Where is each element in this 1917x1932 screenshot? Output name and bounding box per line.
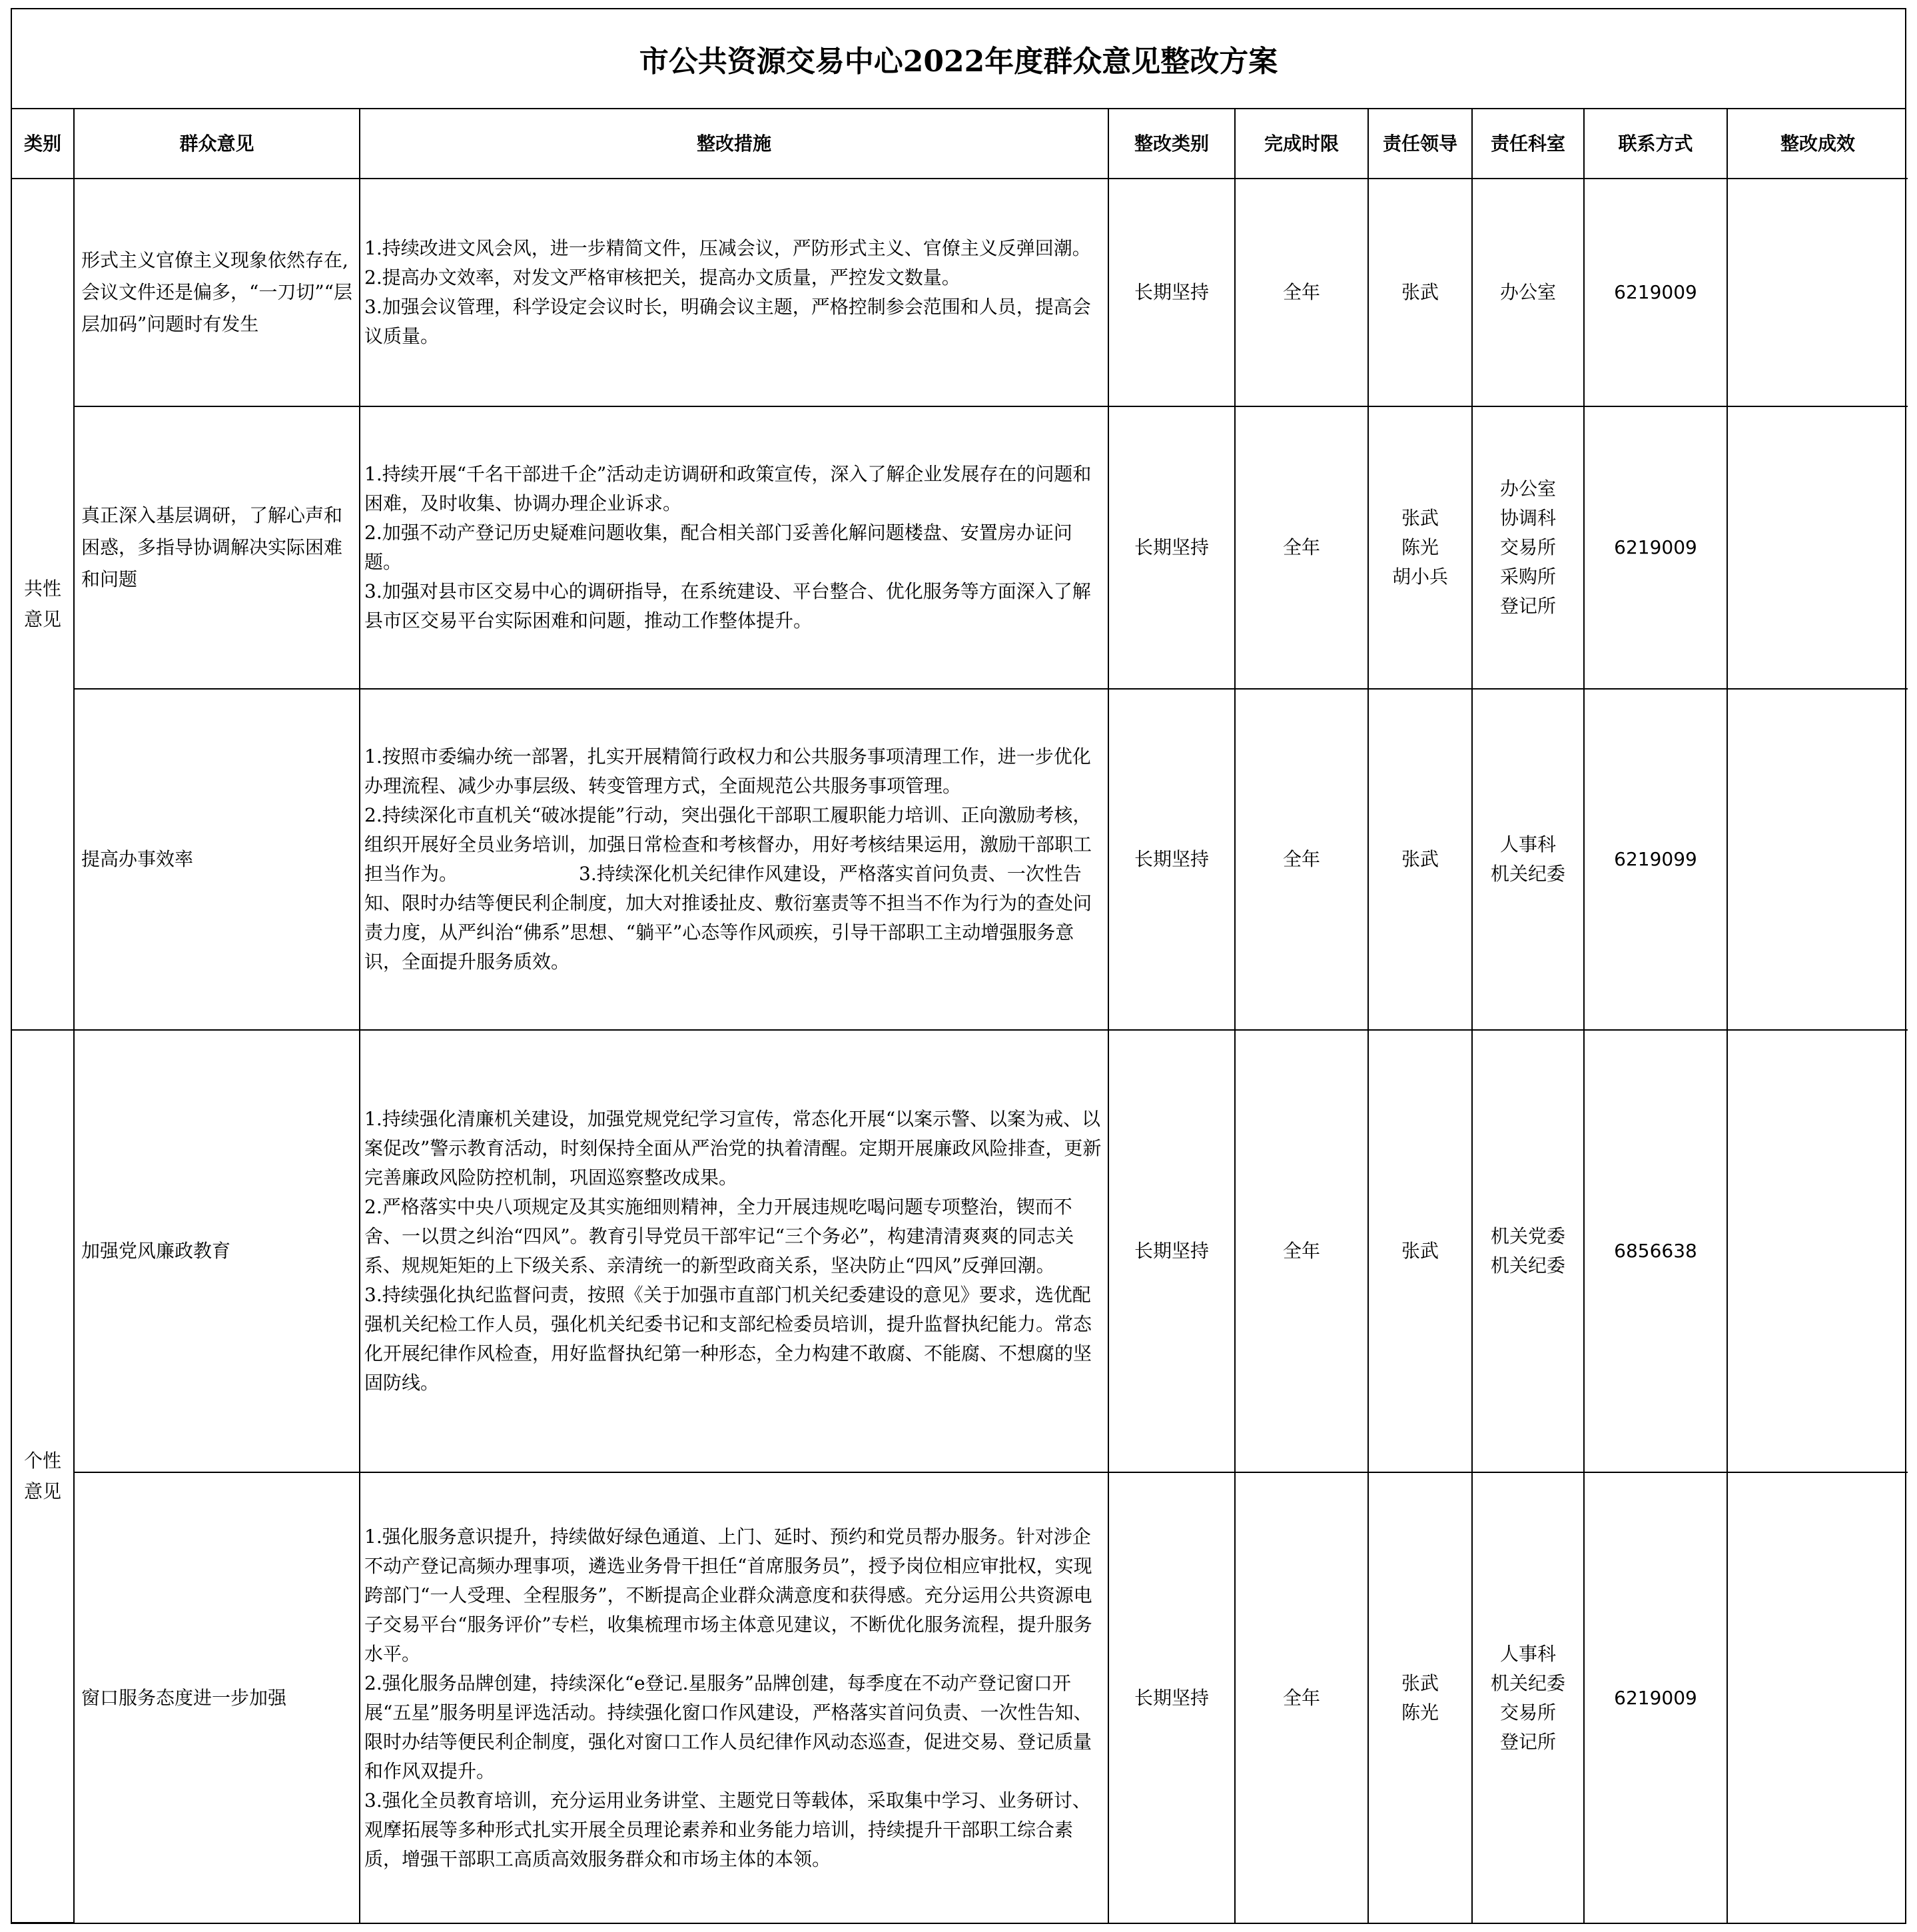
category-label — [12, 1446, 73, 1507]
list-line: 办公室 — [1499, 478, 1556, 500]
table-row — [12, 1030, 1908, 1472]
list-line: 机关纪委 — [1490, 863, 1565, 885]
contact-cell: 6856638 — [1584, 1030, 1727, 1472]
leader-cell — [1368, 179, 1472, 406]
header-opinion: 群众意见 — [74, 109, 360, 179]
category-label-line: 共性 — [23, 578, 61, 600]
measures-cell — [360, 689, 1108, 1030]
measures-cell — [360, 1472, 1108, 1923]
list-line: 人事科 — [1499, 833, 1556, 855]
measures-cell — [360, 1030, 1108, 1472]
list-line: 采购所 — [1499, 566, 1556, 588]
header-result: 整改成效 — [1727, 109, 1908, 179]
table-row — [12, 179, 1908, 406]
table-row — [12, 1472, 1908, 1923]
opinion-cell: 提高办事效率 — [74, 689, 360, 1030]
type-cell: 长期坚持 — [1108, 406, 1235, 689]
list-line: 人事科 — [1499, 1642, 1556, 1665]
category-label-line: 意见 — [23, 608, 61, 630]
document-title: 市公共资源交易中心2022年度群众意见整改方案 — [12, 9, 1905, 109]
measure-item: 2.持续深化市直机关“破冰提能”行动，突出强化干部职工履职能力培训、正向激励考核，组织开展好全员业务培训，加强日常检查和考核督办，用好考核结果运用，激励干部职工担当作为。 3.持续深化机关纪律作风建设，严格落实首问负责、一次性告知、限时办结等便民利企制度，加大对推诿扯皮、敷衍塞责等不担当不作为行为的查处问责力度，从严纠治“佛系”思想、“躺平”心态等作风顽疾，引导干部职工主动增强服务意识，全面提升服务质效。 — [364, 804, 1092, 973]
category-common — [12, 179, 74, 1030]
department-cell — [1472, 689, 1584, 1030]
department-cell — [1472, 1472, 1584, 1923]
deadline-cell: 全年 — [1235, 406, 1368, 689]
contact-cell: 6219099 — [1584, 689, 1727, 1030]
list-line: 张武 — [1401, 1672, 1439, 1694]
measure-item: 2.严格落实中央八项规定及其实施细则精神，全力开展违规吃喝问题专项整治，锲而不舍、一以贯之纠治“四风”。教育引导党员干部牢记“三个务必”，构建清清爽爽的同志关系、规规矩矩的上下级关系、亲清统一的新型政商关系，坚决防止“四风”反弹回潮。 — [364, 1196, 1074, 1276]
list-line: 机关党委 — [1490, 1225, 1565, 1247]
deadline-cell: 全年 — [1235, 179, 1368, 406]
deadline-cell: 全年 — [1235, 1472, 1368, 1923]
measure-item: 2.加强不动产登记历史疑难问题收集，配合相关部门妥善化解问题楼盘、安置房办证问题。 — [364, 522, 1072, 573]
opinion-cell: 加强党风廉政教育 — [74, 1030, 360, 1472]
rectification-table — [12, 109, 1908, 1923]
category-individual — [12, 1030, 74, 1923]
leader-cell — [1368, 1472, 1472, 1923]
header-measures: 整改措施 — [360, 109, 1108, 179]
measure-item: 2.强化服务品牌创建，持续深化“e登记.星服务”品牌创建，每季度在不动产登记窗口开展“五星”服务明星评选活动。持续强化窗口作风建设，严格落实首问负责、一次性告知、限时办结等便民利企制度，强化对窗口工作人员纪律作风动态巡查，促进交易、登记质量和作风双提升。 — [364, 1672, 1092, 1782]
leader-cell — [1368, 689, 1472, 1030]
list-line: 陈光 — [1401, 1701, 1439, 1723]
category-label-line: 个性 — [23, 1450, 61, 1472]
header-contact: 联系方式 — [1584, 109, 1727, 179]
measure-item: 1.持续改进文风会风，进一步精简文件，压减会议，严防形式主义、官僚主义反弹回潮。 — [364, 237, 1091, 259]
leader-cell — [1368, 1030, 1472, 1472]
measure-item: 1.持续强化清廉机关建设，加强党规党纪学习宣传，常态化开展“以案示警、以案为戒、以案促改”警示教育活动，时刻保持全面从严治党的执着清醒。定期开展廉政风险排查，更新完善廉政风险防控机制，巩固巡察整改成果。 — [364, 1108, 1102, 1189]
list-line: 办公室 — [1499, 281, 1556, 303]
deadline-cell: 全年 — [1235, 1030, 1368, 1472]
list-line: 张武 — [1401, 1240, 1439, 1262]
header-type: 整改类别 — [1108, 109, 1235, 179]
header-category: 类别 — [12, 109, 74, 179]
result-cell — [1727, 179, 1908, 406]
measure-item: 1.强化服务意识提升，持续做好绿色通道、上门、延时、预约和党员帮办服务。针对涉企不动产登记高频办理事项，遴选业务骨干担任“首席服务员”，授予岗位相应审批权，实现跨部门“一人受理、全程服务”，不断提高企业群众满意度和获得感。充分运用公共资源电子交易平台“服务评价”专栏，收集梳理市场主体意见建议，不断优化服务流程，提升服务水平。 — [364, 1525, 1092, 1665]
category-label — [12, 574, 73, 635]
document-sheet — [11, 8, 1906, 1924]
measure-item: 3.持续强化执纪监督问责，按照《关于加强市直部门机关纪委建设的意见》要求，选优配强机关纪检工作人员，强化机关纪委书记和支部纪检委员培训，提升监督执纪能力。常态化开展纪律作风检查，用好监督执纪第一种形态，全力构建不敢腐、不能腐、不想腐的坚固防线。 — [364, 1284, 1092, 1394]
list-line: 张武 — [1401, 507, 1439, 529]
contact-cell: 6219009 — [1584, 1472, 1727, 1923]
list-line: 张武 — [1401, 848, 1439, 870]
type-cell: 长期坚持 — [1108, 1472, 1235, 1923]
header-department: 责任科室 — [1472, 109, 1584, 179]
deadline-cell: 全年 — [1235, 689, 1368, 1030]
measure-item: 3.加强对县市区交易中心的调研指导，在系统建设、平台整合、优化服务等方面深入了解县市区交易平台实际困难和问题，推动工作整体提升。 — [364, 580, 1091, 632]
opinion-cell: 窗口服务态度进一步加强 — [74, 1472, 360, 1923]
type-cell: 长期坚持 — [1108, 1030, 1235, 1472]
measure-item: 1.持续开展“千名干部进千企”活动走访调研和政策宣传，深入了解企业发展存在的问题和困难，及时收集、协调办理企业诉求。 — [364, 463, 1092, 514]
list-line: 登记所 — [1499, 1730, 1556, 1753]
contact-cell: 6219009 — [1584, 406, 1727, 689]
list-line: 协调科 — [1499, 507, 1556, 529]
list-line: 陈光 — [1401, 536, 1439, 558]
list-line: 张武 — [1401, 281, 1439, 303]
department-cell — [1472, 179, 1584, 406]
result-cell — [1727, 1030, 1908, 1472]
header-leader: 责任领导 — [1368, 109, 1472, 179]
type-cell: 长期坚持 — [1108, 689, 1235, 1030]
type-cell: 长期坚持 — [1108, 179, 1235, 406]
leader-cell — [1368, 406, 1472, 689]
department-cell — [1472, 1030, 1584, 1472]
result-cell — [1727, 689, 1908, 1030]
opinion-cell: 形式主义官僚主义现象依然存在,会议文件还是偏多，“一刀切”“层层加码”问题时有发生 — [74, 179, 360, 406]
measure-item: 3.强化全员教育培训，充分运用业务讲堂、主题党日等载体，采取集中学习、业务研讨、观摩拓展等多种形式扎实开展全员理论素养和业务能力培训，持续提升干部职工综合素质，增强干部职工高质高效服务群众和市场主体的本领。 — [364, 1789, 1091, 1870]
list-line: 机关纪委 — [1490, 1672, 1565, 1694]
contact-cell: 6219009 — [1584, 179, 1727, 406]
result-cell — [1727, 406, 1908, 689]
table-row — [12, 689, 1908, 1030]
measures-cell — [360, 179, 1108, 406]
list-line: 胡小兵 — [1391, 566, 1448, 588]
header-row — [12, 109, 1908, 179]
measure-item: 3.加强会议管理，科学设定会议时长，明确会议主题，严格控制参会范围和人员，提高会议质量。 — [364, 296, 1091, 347]
list-line: 交易所 — [1499, 536, 1556, 558]
department-cell — [1472, 406, 1584, 689]
list-line: 登记所 — [1499, 595, 1556, 617]
table-row — [12, 406, 1908, 689]
list-line: 交易所 — [1499, 1701, 1556, 1723]
measure-item: 2.提高办文效率，对发文严格审核把关，提高办文质量，严控发文数量。 — [364, 266, 960, 288]
category-label-line: 意见 — [23, 1480, 61, 1502]
header-deadline: 完成时限 — [1235, 109, 1368, 179]
list-line: 机关纪委 — [1490, 1254, 1565, 1276]
measure-item: 1.按照市委编办统一部署，扎实开展精简行政权力和公共服务事项清理工作，进一步优化办理流程、减少办事层级、转变管理方式，全面规范公共服务事项管理。 — [364, 745, 1091, 797]
opinion-cell: 真正深入基层调研，了解心声和困惑，多指导协调解决实际困难和问题 — [74, 406, 360, 689]
measures-cell — [360, 406, 1108, 689]
result-cell — [1727, 1472, 1908, 1923]
